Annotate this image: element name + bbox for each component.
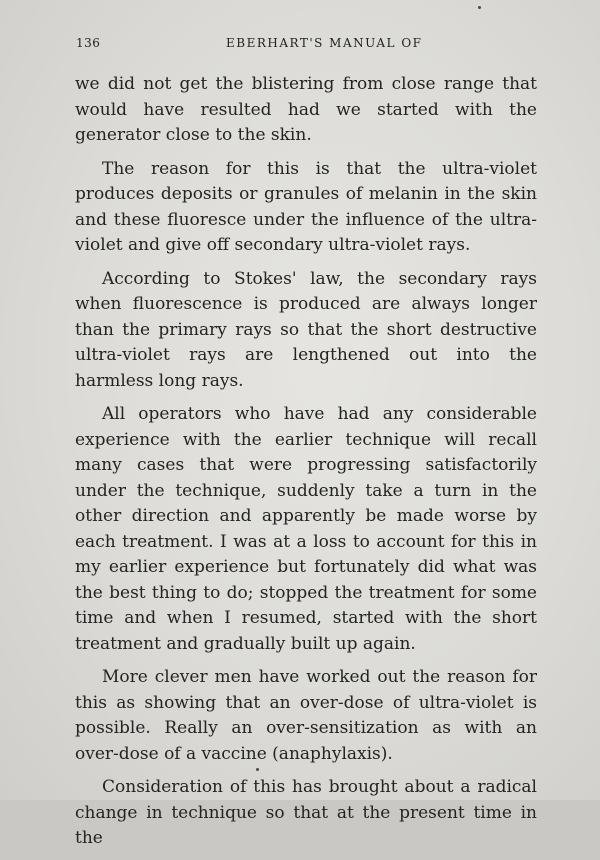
page-number: 136 [76, 36, 101, 50]
paper-speck [256, 768, 259, 771]
running-head [76, 36, 536, 56]
paragraph: More clever men have worked out the reason for this as showing that an over-dose of ultra-violet is possible. Really an over-sensitization as with an over-dose of a vaccine (anaphylaxis). [75, 667, 537, 764]
paragraph: According to Stokes' law, the secondary rays when fluorescence is produced are always longer than the primary rays so that the short destructive ultra-violet rays are lengthened out into the harmless long rays. [75, 268, 537, 391]
paragraph: All operators who have had any considerable experience with the earlier technique will recall many cases that were progressing satisfactorily under the technique, suddenly take a turn in the other direction and apparently be made worse by each treatment. I was at a loss to account for this in my earlier experience but fortunately did what was the best thing to do; stopped the treatment for some time and when I resumed, started with the short treatment and gradually built up again. [75, 404, 537, 654]
paragraph-continued: we did not get the blistering from close range that would have resulted had we started with the generator close to the skin. [75, 74, 537, 145]
body-text [75, 72, 537, 860]
paragraph: The reason for this is that the ultra-violet produces deposits or granules of melanin in the skin and these fluoresce under the influence of the ultra-violet and give off secondary ultra-violet rays. [75, 158, 537, 255]
running-title: EBERHART'S MANUAL OF [226, 36, 423, 50]
paper-speck [478, 6, 481, 9]
paragraph: Consideration of this has brought about a radical change in technique so that at the present time in the [75, 777, 537, 848]
